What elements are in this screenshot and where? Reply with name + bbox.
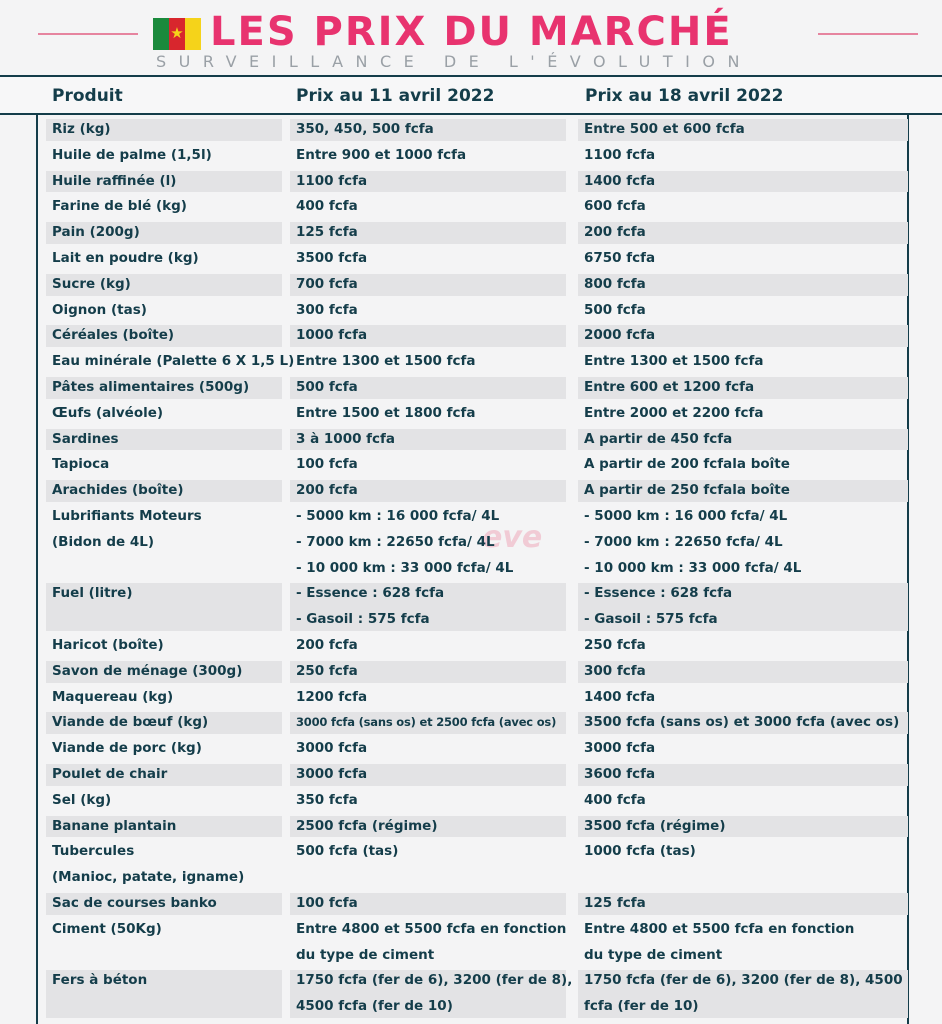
price-april-18-cell: [578, 272, 908, 298]
price-april-18-cell: [578, 452, 908, 478]
cell-text: Ciment (50Kg): [52, 920, 162, 937]
cell-text: Haricot (boîte): [52, 636, 164, 653]
cell-text: Entre 1300 et 1500 fcfa: [584, 353, 764, 370]
cell-text: Sel (kg): [52, 791, 112, 808]
price-april-11-cell: [290, 968, 573, 1020]
product-cell: [46, 814, 282, 840]
cell-text: 250 fcfa: [584, 636, 646, 653]
table-row: [0, 891, 942, 917]
price-april-11-cell: [290, 323, 566, 349]
price-april-11-cell: [290, 401, 566, 427]
table-row: [0, 710, 942, 736]
price-april-18-cell: [578, 968, 908, 1020]
cell-text: 600 fcfa: [584, 198, 646, 215]
cell-text: 3500 fcfa: [296, 249, 368, 266]
cell-text: Lubrifiants Moteurs: [52, 507, 202, 524]
table-row: [0, 272, 942, 298]
column-header-price-april-18: Prix au 18 avril 2022: [585, 86, 784, 106]
price-april-11-cell: [290, 581, 566, 633]
cell-text: Entre 2000 et 2200 fcfa: [584, 404, 764, 421]
cell-text: 6750 fcfa: [584, 249, 656, 266]
cell-text: Huile de palme (1,5l): [52, 146, 212, 163]
price-april-11-cell: [290, 762, 566, 788]
price-april-18-cell: [578, 375, 908, 401]
product-cell: [46, 323, 282, 349]
product-cell: [46, 917, 282, 969]
column-header-product: Produit: [52, 86, 123, 106]
price-april-18-cell: [578, 685, 908, 711]
table-row: [0, 504, 942, 581]
table-row: [0, 633, 942, 659]
cell-text: 400 fcfa: [296, 198, 358, 215]
price-april-11-cell: [290, 788, 566, 814]
cell-text: Eau minérale (Palette 6 X 1,5 L): [52, 353, 295, 370]
product-cell: [46, 685, 282, 711]
cell-text: 500 fcfa: [584, 301, 646, 318]
cell-text: 1400 fcfa: [584, 172, 656, 189]
cell-text: 300 fcfa: [296, 301, 358, 318]
cell-text: - 7000 km : 22650 fcfa/ 4L: [584, 533, 783, 550]
cell-text: Entre 4800 et 5500 fcfa en fonction: [584, 920, 855, 937]
price-april-11-cell: [290, 917, 566, 969]
product-cell: [46, 375, 282, 401]
price-april-11-cell: [290, 839, 566, 891]
price-april-18-cell: [578, 633, 908, 659]
cell-text: 125 fcfa: [296, 224, 358, 241]
cell-text: Sucre (kg): [52, 275, 131, 292]
price-april-18-cell: [578, 710, 908, 736]
cell-text: A partir de 250 fcfala boîte: [584, 482, 790, 499]
price-april-18-cell: [578, 891, 908, 917]
price-april-18-cell: [578, 298, 908, 324]
table-row: [0, 427, 942, 453]
product-cell: [46, 349, 295, 375]
cell-text: Oignon (tas): [52, 301, 147, 318]
cell-text: Banane plantain: [52, 817, 177, 834]
cell-text: - Gasoil : 575 fcfa: [584, 611, 718, 628]
cell-text: A partir de 450 fcfa: [584, 430, 733, 447]
price-april-18-cell: [578, 220, 908, 246]
cell-text: Sardines: [52, 430, 119, 447]
cell-text: 3600 fcfa: [584, 765, 656, 782]
price-april-11-cell: [290, 710, 566, 736]
cell-text: fcfa (fer de 10): [584, 998, 699, 1015]
right-rule: [818, 33, 918, 35]
cell-text: Sac de courses banko: [52, 894, 217, 911]
cell-text: Entre 4800 et 5500 fcfa en fonction: [296, 920, 567, 937]
product-cell: [46, 762, 282, 788]
cell-text: 200 fcfa: [584, 224, 646, 241]
cell-text: 350 fcfa: [296, 791, 358, 808]
price-april-11-cell: [290, 633, 566, 659]
price-april-11-cell: [290, 375, 566, 401]
cell-text: Entre 1300 et 1500 fcfa: [296, 353, 476, 370]
cell-text: Savon de ménage (300g): [52, 662, 243, 679]
cell-text: Céréales (boîte): [52, 327, 175, 344]
table-row: [0, 659, 942, 685]
cell-text: 3 à 1000 fcfa: [296, 430, 396, 447]
cell-text: 3000 fcfa: [584, 740, 656, 757]
price-april-18-cell: [578, 581, 908, 633]
cell-text: 1100 fcfa: [584, 146, 656, 163]
cell-text: - Gasoil : 575 fcfa: [296, 611, 430, 628]
price-april-11-cell: [290, 272, 566, 298]
table-row: [0, 762, 942, 788]
table-row: [0, 143, 942, 169]
price-april-11-cell: [290, 143, 566, 169]
price-april-18-cell: [578, 323, 908, 349]
product-cell: [46, 298, 282, 324]
cell-text: 1100 fcfa: [296, 172, 368, 189]
price-april-18-cell: [578, 194, 908, 220]
product-cell: [46, 788, 282, 814]
price-april-18-cell: [578, 117, 908, 143]
price-april-18-cell: [578, 143, 908, 169]
price-april-11-cell: [290, 685, 566, 711]
price-april-18-cell: [578, 736, 908, 762]
cell-text: (Manioc, patate, igname): [52, 869, 245, 886]
page-title: LES PRIX DU MARCHÉ: [210, 9, 733, 55]
product-cell: [46, 143, 282, 169]
price-april-11-cell: [290, 736, 566, 762]
cell-text: Arachides (boîte): [52, 482, 184, 499]
table-row: [0, 968, 942, 1020]
price-april-11-cell: [290, 117, 566, 143]
cell-text: Viande de bœuf (kg): [52, 714, 209, 731]
product-cell: [46, 117, 282, 143]
product-cell: [46, 452, 282, 478]
price-april-11-cell: [290, 504, 566, 581]
cell-text: Fers à béton: [52, 972, 148, 989]
cell-text: Tapioca: [52, 456, 110, 473]
cell-text: 1000 fcfa: [296, 327, 368, 344]
price-april-11-cell: [290, 349, 566, 375]
cell-text: 200 fcfa: [296, 482, 358, 499]
cameroon-flag-icon: ★: [153, 18, 201, 50]
product-cell: [46, 194, 282, 220]
product-cell: [46, 710, 282, 736]
price-april-18-cell: [578, 478, 908, 504]
cell-text: 300 fcfa: [584, 662, 646, 679]
cell-text: 350, 450, 500 fcfa: [296, 121, 434, 137]
price-april-11-cell: [290, 246, 566, 272]
price-april-18-cell: [578, 788, 908, 814]
product-cell: [46, 220, 282, 246]
cell-text: 3000 fcfa: [296, 765, 368, 782]
product-cell: [46, 504, 282, 581]
table-row: [0, 375, 942, 401]
table-header: [0, 75, 942, 115]
product-cell: [46, 633, 282, 659]
cell-text: - 10 000 km : 33 000 fcfa/ 4L: [296, 559, 514, 576]
cell-text: 3000 fcfa (sans os) et 2500 fcfa (avec os): [296, 715, 557, 730]
cell-text: 700 fcfa: [296, 275, 358, 292]
watermark: eve: [482, 520, 543, 555]
price-april-18-cell: [578, 246, 908, 272]
cell-text: 2500 fcfa (régime): [296, 817, 438, 834]
cell-text: (Bidon de 4L): [52, 533, 155, 550]
cell-text: - 10 000 km : 33 000 fcfa/ 4L: [584, 559, 802, 576]
table-row: [0, 194, 942, 220]
table-row: [0, 246, 942, 272]
product-cell: [46, 581, 282, 633]
price-april-11-cell: [290, 194, 566, 220]
table-row: [0, 220, 942, 246]
cell-text: Lait en poudre (kg): [52, 249, 199, 266]
header: [0, 0, 942, 80]
cell-text: 500 fcfa: [296, 378, 358, 395]
product-cell: [46, 736, 282, 762]
cell-text: 1000 fcfa (tas): [584, 843, 696, 860]
cell-text: 100 fcfa: [296, 894, 358, 911]
table-row: [0, 298, 942, 324]
cell-text: Fuel (litre): [52, 585, 133, 602]
cell-text: 1750 fcfa (fer de 6), 3200 (fer de 8), 4500: [584, 972, 903, 989]
price-april-18-cell: [578, 839, 908, 891]
cell-text: Tubercules: [52, 843, 135, 860]
cell-text: Entre 900 et 1000 fcfa: [296, 146, 467, 163]
table-row: [0, 478, 942, 504]
left-rule: [38, 33, 138, 35]
price-april-18-cell: [578, 427, 908, 453]
cell-text: 4500 fcfa (fer de 10): [296, 998, 453, 1015]
price-april-11-cell: [290, 891, 566, 917]
table-row: [0, 917, 942, 969]
price-april-18-cell: [578, 401, 908, 427]
cell-text: Riz (kg): [52, 121, 111, 137]
cell-text: Entre 600 et 1200 fcfa: [584, 378, 755, 395]
product-cell: [46, 169, 282, 195]
cell-text: 100 fcfa: [296, 456, 358, 473]
cell-text: Poulet de chair: [52, 765, 168, 782]
cell-text: Entre 500 et 600 fcfa: [584, 121, 745, 137]
cell-text: 1750 fcfa (fer de 6), 3200 (fer de 8),: [296, 972, 573, 989]
cell-text: du type de ciment: [296, 946, 435, 963]
cell-text: Maquereau (kg): [52, 688, 174, 705]
table-row: [0, 581, 942, 633]
price-april-11-cell: [290, 814, 566, 840]
product-cell: [46, 968, 282, 1020]
price-april-11-cell: [290, 478, 566, 504]
table-row: [0, 117, 942, 143]
cell-text: 3000 fcfa: [296, 740, 368, 757]
table-row: [0, 169, 942, 195]
price-april-18-cell: [578, 762, 908, 788]
price-april-11-cell: [290, 298, 566, 324]
price-april-11-cell: [290, 659, 566, 685]
page-subtitle: SURVEILLANCE DE L'ÉVOLUTION: [156, 52, 752, 71]
cell-text: - Essence : 628 fcfa: [584, 585, 733, 602]
cell-text: du type de ciment: [584, 946, 723, 963]
cell-text: Pain (200g): [52, 224, 140, 241]
cell-text: 3500 fcfa (sans os) et 3000 fcfa (avec os): [584, 714, 900, 731]
cell-text: - 5000 km : 16 000 fcfa/ 4L: [584, 507, 788, 524]
cell-text: 125 fcfa: [584, 894, 646, 911]
product-cell: [46, 246, 282, 272]
cell-text: - 7000 km : 22650 fcfa/ 4L: [296, 533, 495, 550]
table-row: [0, 814, 942, 840]
table-row: [0, 349, 942, 375]
cell-text: Huile raffinée (l): [52, 172, 177, 189]
cell-text: Œufs (alvéole): [52, 404, 164, 421]
product-cell: [46, 427, 282, 453]
price-table: [0, 117, 942, 1020]
cell-text: 2000 fcfa: [584, 327, 656, 344]
product-cell: [46, 401, 282, 427]
table-row: [0, 323, 942, 349]
product-cell: [46, 478, 282, 504]
cell-text: Entre 1500 et 1800 fcfa: [296, 404, 476, 421]
table-row: [0, 452, 942, 478]
table-row: [0, 839, 942, 891]
table-row: [0, 788, 942, 814]
cell-text: 1200 fcfa: [296, 688, 368, 705]
price-april-18-cell: [578, 349, 908, 375]
cell-text: 200 fcfa: [296, 636, 358, 653]
price-april-11-cell: [290, 169, 566, 195]
product-cell: [46, 659, 282, 685]
cell-text: 1400 fcfa: [584, 688, 656, 705]
price-april-18-cell: [578, 814, 908, 840]
cell-text: - 5000 km : 16 000 fcfa/ 4L: [296, 507, 500, 524]
price-april-11-cell: [290, 427, 566, 453]
product-cell: [46, 891, 282, 917]
price-april-11-cell: [290, 220, 566, 246]
cell-text: 3500 fcfa (régime): [584, 817, 726, 834]
cell-text: 500 fcfa (tas): [296, 843, 399, 860]
price-april-18-cell: [578, 169, 908, 195]
product-cell: [46, 272, 282, 298]
cell-text: - Essence : 628 fcfa: [296, 585, 445, 602]
column-header-price-april-11: Prix au 11 avril 2022: [296, 86, 495, 106]
price-april-11-cell: [290, 452, 566, 478]
table-row: [0, 736, 942, 762]
cell-text: A partir de 200 fcfala boîte: [584, 456, 790, 473]
product-cell: [46, 839, 282, 891]
cell-text: 400 fcfa: [584, 791, 646, 808]
table-row: [0, 685, 942, 711]
price-april-18-cell: [578, 504, 908, 581]
cell-text: 250 fcfa: [296, 662, 358, 679]
price-april-18-cell: [578, 659, 908, 685]
cell-text: Pâtes alimentaires (500g): [52, 378, 250, 395]
cell-text: Farine de blé (kg): [52, 198, 187, 215]
table-row: [0, 401, 942, 427]
cell-text: Viande de porc (kg): [52, 740, 202, 757]
cell-text: 800 fcfa: [584, 275, 646, 292]
price-april-18-cell: [578, 917, 908, 969]
